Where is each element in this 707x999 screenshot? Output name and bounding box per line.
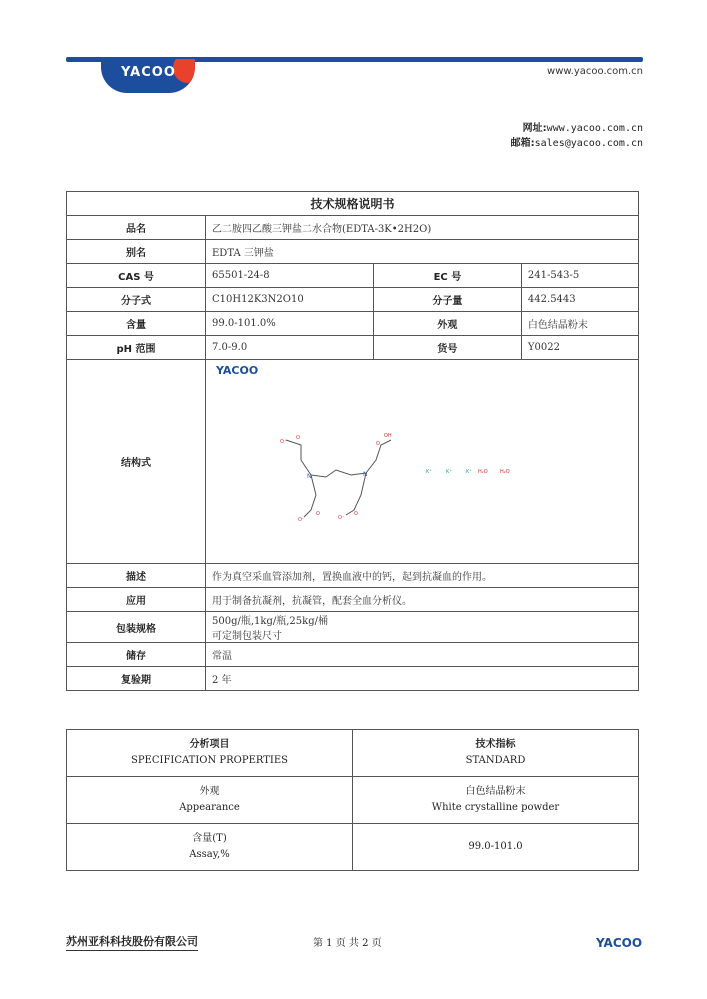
- cas-label: CAS 号: [67, 264, 206, 288]
- alias-value: EDTA 三钾盐: [206, 240, 639, 264]
- svg-text:O⁻: O⁻: [298, 517, 305, 523]
- col1-cn: 分析项目: [189, 739, 230, 750]
- svg-text:O: O: [296, 435, 300, 441]
- application-value: 用于制备抗凝剂，抗凝管，配套全血分析仪。: [206, 588, 639, 612]
- footer-company: 苏州亚科科技股份有限公司: [66, 933, 198, 951]
- page-number: 第 1 页 共 2 页: [313, 938, 382, 949]
- ph-value: 7.0-9.0: [206, 336, 374, 360]
- row-standard: 99.0-101.0: [353, 824, 639, 871]
- company-logo: [101, 59, 195, 93]
- logo-red-accent: [173, 59, 195, 83]
- analysis-table: [66, 729, 639, 871]
- row-name: [67, 777, 353, 824]
- svg-text:O⁻: O⁻: [338, 515, 345, 521]
- retest-label: 复验期: [67, 667, 206, 691]
- package-label: 包装规格: [67, 612, 206, 643]
- svg-text:H₂O: H₂O: [500, 469, 510, 475]
- structure-logo: YACOO: [216, 364, 259, 377]
- item-value: Y0022: [521, 336, 638, 360]
- table-row: [67, 824, 639, 871]
- cas-value: 65501-24-8: [206, 264, 374, 288]
- email-label: 邮箱:: [510, 138, 535, 149]
- col2-en: STANDARD: [465, 755, 526, 766]
- svg-text:H₂O: H₂O: [478, 469, 488, 475]
- logo-text: YACOO: [121, 65, 176, 80]
- row-name-en: Appearance: [179, 802, 240, 813]
- row-std-cn: 白色结晶粉末: [465, 786, 526, 797]
- analysis-col2-header: [353, 730, 639, 777]
- application-label: 应用: [67, 588, 206, 612]
- ec-label: EC 号: [373, 264, 521, 288]
- svg-text:K⁺: K⁺: [446, 469, 452, 475]
- col1-en: SPECIFICATION PROPERTIES: [130, 755, 289, 766]
- storage-label: 储存: [67, 643, 206, 667]
- row-std-en: White crystalline powder: [431, 802, 560, 813]
- appearance-value: 白色结晶粉末: [521, 312, 638, 336]
- svg-text:N: N: [307, 473, 312, 480]
- ec-value: 241-543-5: [521, 264, 638, 288]
- content-value: 99.0-101.0%: [206, 312, 374, 336]
- svg-text:O: O: [354, 511, 358, 517]
- description-value: 作为真空采血管添加剂，置换血液中的钙，起到抗凝血的作用。: [206, 564, 639, 588]
- mw-label: 分子量: [373, 288, 521, 312]
- mw-value: 442.5443: [521, 288, 638, 312]
- package-value: [206, 612, 639, 643]
- retest-value: 2 年: [206, 667, 639, 691]
- row-name-en: Assay,%: [189, 849, 230, 860]
- footer-logo: YACOO: [596, 936, 643, 950]
- row-name: [67, 824, 353, 871]
- svg-text:OH: OH: [384, 433, 392, 439]
- alias-label: 别名: [67, 240, 206, 264]
- structure-label: 结构式: [67, 360, 206, 564]
- table-row: [67, 777, 639, 824]
- row-standard: [353, 777, 639, 824]
- analysis-col1-header: [67, 730, 353, 777]
- storage-value: 常温: [206, 643, 639, 667]
- email-value[interactable]: sales@yacoo.com.cn: [534, 138, 643, 149]
- package-value-line1: 500g/瓶,1kg/瓶,25kg/桶: [212, 616, 328, 627]
- package-value-line2: 可定制包装尺寸: [212, 631, 282, 642]
- item-label: 货号: [373, 336, 521, 360]
- contact-block: [511, 121, 643, 151]
- name-value: 乙二胺四乙酸三钾盐二水合物(EDTA-3K•2H2O): [206, 216, 639, 240]
- svg-text:O⁻: O⁻: [280, 439, 287, 445]
- svg-text:K⁺: K⁺: [426, 469, 432, 475]
- row-name-cn: 含量(T): [192, 833, 227, 844]
- description-label: 描述: [67, 564, 206, 588]
- svg-text:K⁺: K⁺: [466, 469, 472, 475]
- appearance-label: 外观: [373, 312, 521, 336]
- spec-title: 技术规格说明书: [67, 192, 639, 216]
- ph-label: pH 范围: [67, 336, 206, 360]
- col2-cn: 技术指标: [475, 739, 516, 750]
- svg-text:O: O: [316, 511, 320, 517]
- name-label: 品名: [67, 216, 206, 240]
- svg-text:N: N: [363, 471, 368, 478]
- website-label: 网址:: [522, 123, 547, 134]
- spec-table: [66, 191, 639, 691]
- molecule-structure-icon: [266, 415, 566, 535]
- site-url[interactable]: www.yacoo.com.cn: [547, 66, 643, 77]
- structure-image: [206, 360, 639, 564]
- formula-value: C10H12K3N2O10: [206, 288, 374, 312]
- formula-label: 分子式: [67, 288, 206, 312]
- content-label: 含量: [67, 312, 206, 336]
- row-name-cn: 外观: [199, 786, 220, 797]
- svg-text:O: O: [376, 441, 380, 447]
- website-value[interactable]: www.yacoo.com.cn: [546, 123, 643, 134]
